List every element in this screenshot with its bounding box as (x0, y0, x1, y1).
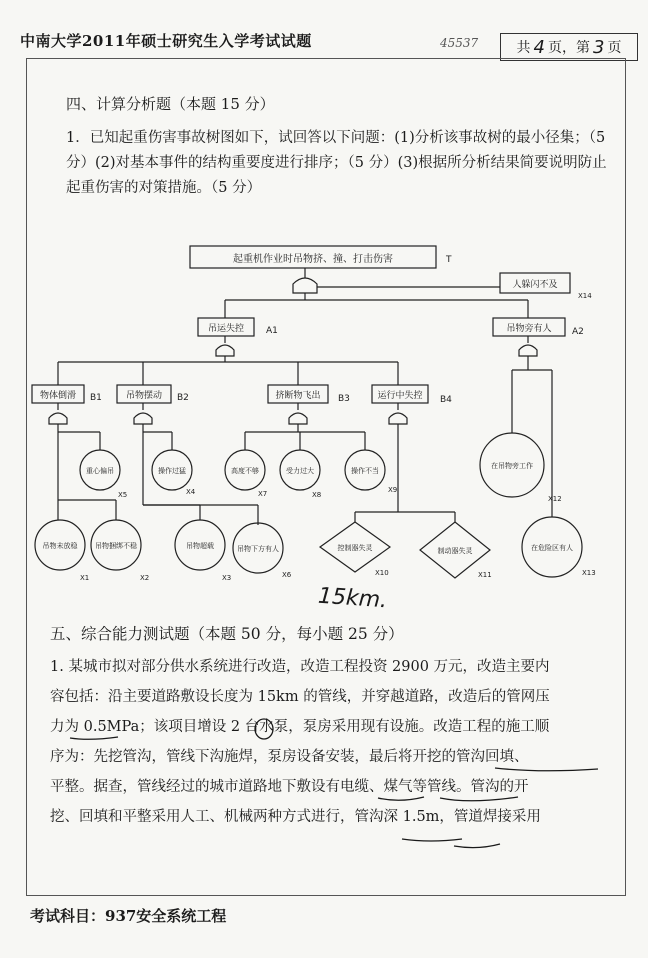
b3-label: 挤断物飞出 (275, 391, 321, 401)
event-x5-label: 重心偏吊 (86, 467, 114, 475)
event-x2-label: 吊物捆绑不稳 (95, 542, 137, 550)
top-event-label: 起重机作业时吊物挤、撞、打击伤害 (233, 254, 393, 265)
x9-symbol: X9 (388, 486, 398, 494)
exam-header-title: 中南大学2011年硕士研究生入学考试试题 (20, 32, 312, 50)
body-line-5: 平整。据查，管线经过的城市道路地下敷设有电缆、煤气等管线。管沟的开 (50, 779, 529, 795)
event-x1-label: 吊物未放稳 (42, 542, 78, 550)
b3-symbol: B3 (338, 394, 350, 404)
or-gate-b1 (49, 413, 67, 424)
body-line-1: 1. 某城市拟对部分供水系统进行改造，改造工程投资 2900 万元，改造主要内 (50, 659, 550, 675)
event-x4-label: 操作过猛 (158, 467, 186, 475)
body-line-2: 容包括：沿主要道路敷设长度为 15km 的管线，并穿越道路，改造后的管网压 (50, 689, 550, 705)
b4-label: 运行中失控 (377, 391, 423, 401)
section-4-title: 四、计算分析题（本题 15 分） (66, 95, 275, 113)
handwritten-note: 15km. (317, 583, 388, 614)
section-5-title: 五、综合能力测试题（本题 50 分，每小题 25 分） (50, 625, 404, 643)
event-x11-label: 制动器失灵 (437, 547, 473, 555)
or-gate-a1 (216, 345, 234, 356)
x14-label: 人躲闪不及 (512, 280, 558, 290)
event-x10-label: 控制器失灵 (337, 544, 373, 552)
b1-symbol: B1 (90, 393, 102, 403)
x2-symbol: X2 (140, 574, 150, 582)
page-suffix: 页 (607, 40, 622, 56)
a2-symbol: A2 (572, 327, 584, 337)
b4-symbol: B4 (440, 395, 452, 405)
or-gate-top (293, 278, 317, 293)
body-line-3: 力为 0.5MPa；该项目增设 2 台水泵，泵房采用现有设施。改造工程的施工顺 (50, 719, 550, 735)
and-gate-a2 (519, 345, 537, 356)
or-gate-b4 (389, 413, 407, 424)
x8-symbol: X8 (312, 491, 322, 499)
x12-symbol: X12 (548, 495, 562, 503)
event-x7-label: 高度不够 (231, 467, 259, 475)
page-mid: 页，第 (548, 40, 590, 56)
b2-symbol: B2 (177, 393, 189, 403)
body-line-6: 挖、回填和平整采用人工、机械两种方式进行，管沟深 1.5m，管道焊接采用 (50, 809, 541, 825)
handwritten-underline-6 (454, 844, 500, 848)
event-x13-label: 在危险区有人 (531, 544, 573, 552)
exam-subject-footer: 考试科目：937安全系统工程 (30, 907, 227, 925)
a1-label: 吊运失控 (207, 324, 245, 334)
event-x12-label: 在吊物旁工作 (491, 462, 533, 470)
x1-symbol: X1 (80, 574, 90, 582)
x6-symbol: X6 (282, 571, 292, 579)
top-event-symbol: T (446, 255, 452, 265)
event-x6-label: 吊物下方有人 (237, 545, 279, 553)
question-text: 1．已知起重伤害事故树图如下，试回答以下问题：(1)分析该事故树的最小径集；（5 分）(2)对基本事件的结构重要度进行排序；（5 分）(3)根据所分析结果简要说明防止起重伤害的对策措施。（5 分） (66, 130, 607, 196)
section-5-body (50, 652, 618, 832)
x7-symbol: X7 (258, 490, 268, 498)
exam-code: 45537 (440, 36, 479, 50)
page-prefix: 共 (516, 40, 531, 56)
a2-label: 吊物旁有人 (506, 324, 552, 334)
x3-symbol: X3 (222, 574, 232, 582)
x11-symbol: X11 (478, 571, 492, 579)
body-line-4: 序为：先挖管沟，管线下沟施焊，泵房设备安装，最后将开挖的管沟回填、 (50, 749, 529, 765)
event-x8-label: 受力过大 (286, 467, 314, 475)
x5-symbol: X5 (118, 491, 128, 499)
x10-symbol: X10 (375, 569, 389, 577)
event-x9-label: 操作不当 (351, 467, 379, 475)
x14-symbol: X14 (578, 292, 592, 300)
x13-symbol: X13 (582, 569, 596, 577)
page-current: 3 (593, 36, 605, 58)
or-gate-b3 (289, 413, 307, 424)
page-total: 4 (533, 36, 545, 58)
handwritten-underline-5 (402, 839, 462, 841)
event-x3-label: 吊物超载 (186, 542, 214, 550)
b2-label: 吊物摆动 (125, 391, 163, 401)
b1-label: 物体倒滑 (39, 391, 77, 401)
x4-symbol: X4 (186, 488, 196, 496)
a1-symbol: A1 (266, 326, 278, 336)
or-gate-b2 (134, 413, 152, 424)
